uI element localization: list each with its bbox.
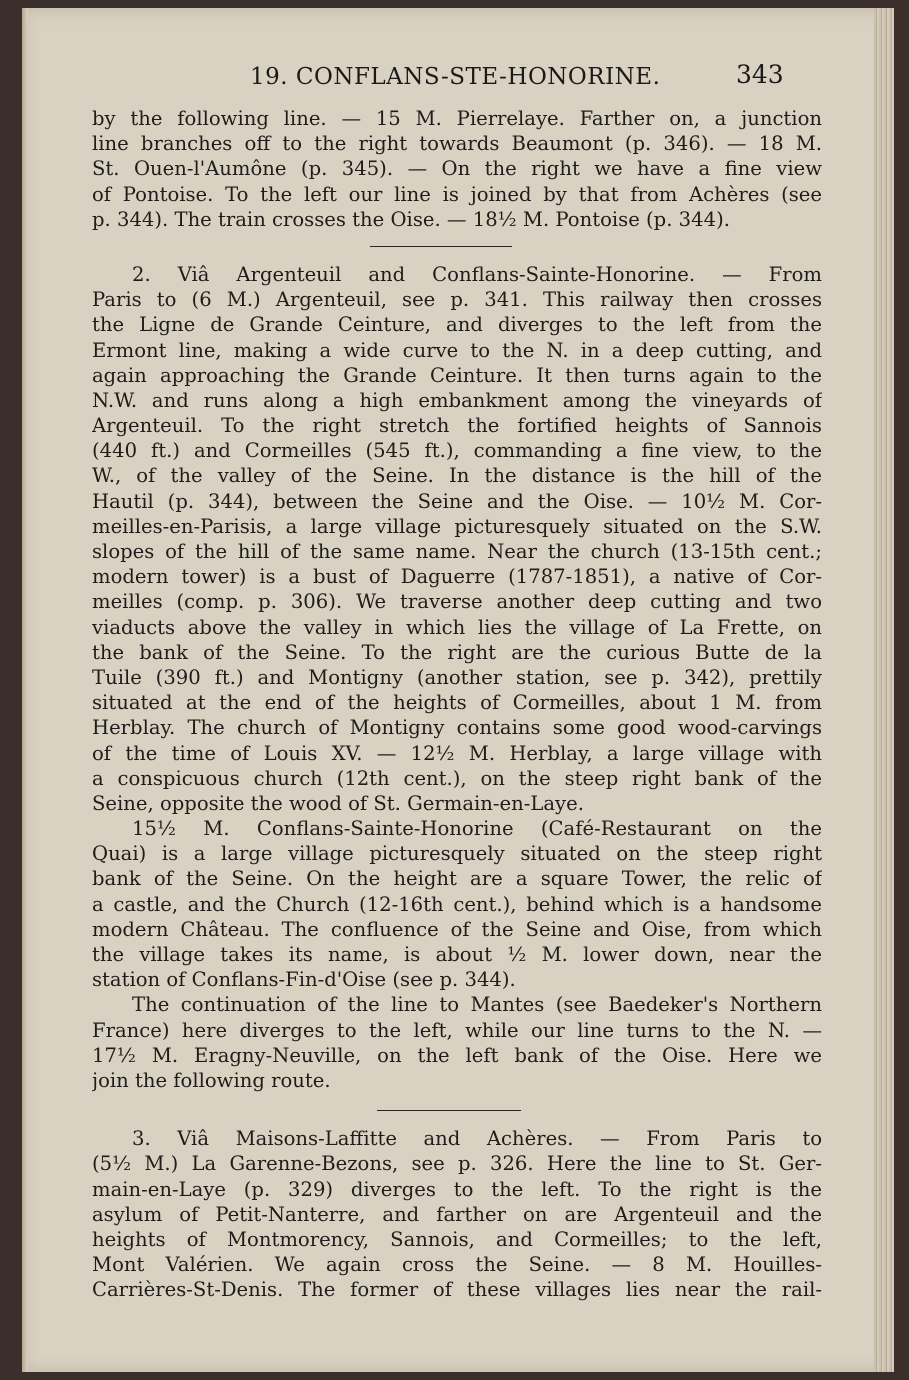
text-line: a castle, and the Church (12-16th cent.), behind which is a handsome	[92, 892, 822, 916]
text-line: Seine, opposite the wood of St. Germain-en-Laye.	[92, 791, 584, 815]
text-line: situated at the end of the heights of Cormeilles, about 1 M. from	[92, 691, 822, 715]
text-line: Ermont line, making a wide curve to the N. in a deep cutting, and	[92, 338, 822, 362]
section-divider	[92, 232, 822, 262]
section-divider	[92, 1093, 822, 1126]
text-line: (5½ M.) La Garenne-Bezons, see p. 326. Here the line to St. Ger-	[92, 1152, 822, 1176]
text-line: 15½ M. Conflans-Sainte-Honorine (Café-Restaurant on the	[132, 817, 822, 841]
page-number: 343	[736, 60, 784, 89]
page-fore-edge	[874, 8, 894, 1372]
text-line: Paris to (6 M.) Argenteuil, see p. 341. This railway then crosses	[92, 288, 822, 312]
text-line: Mont Valérien. We again cross the Seine. — 8 M. Houilles-	[92, 1253, 822, 1277]
text-line: modern tower) is a bust of Daguerre (1787-1851), a native of Cor-	[92, 565, 822, 589]
running-title: 19. CONFLANS-STE-HONORINE.	[250, 64, 661, 90]
text-line: a conspicuous church (12th cent.), on the steep right bank of the	[92, 766, 822, 790]
text-line: meilles (comp. p. 306). We traverse another deep cutting and two	[92, 590, 822, 614]
text-line: N.W. and runs along a high embankment among the vineyards of	[92, 388, 822, 412]
book-page	[22, 8, 894, 1372]
text-line: 17½ M. Eragny-Neuville, on the left bank of the Oise. Here we	[92, 1043, 822, 1067]
text-line: the village takes its name, is about ½ M. lower down, near the	[92, 943, 822, 966]
text-line: meilles-en-Parisis, a large village picturesquely situated on the S.W.	[92, 514, 822, 538]
text-line: Carrières-St-Denis. The former of these villages lies near the rail-	[92, 1278, 822, 1302]
text-line: heights of Montmorency, Sannois, and Cormeilles; to the left,	[92, 1227, 822, 1251]
text-line: the Ligne de Grande Ceinture, and diverges to the left from the	[92, 313, 822, 337]
text-line: viaducts above the valley in which lies the village of La Frette, on	[92, 615, 822, 639]
text-line: asylum of Petit-Nanterre, and farther on are Argenteuil and the	[92, 1202, 822, 1226]
text-line: slopes of the hill of the same name. Near the church (13-15th cent.;	[92, 540, 822, 563]
text-line: station of Conflans-Fin-d'Oise (see p. 344).	[92, 968, 516, 992]
text-line: again approaching the Grande Ceinture. It then turns again to the	[92, 363, 822, 387]
section-heading-line: 2. Viâ Argenteuil and Conflans-Sainte-Honorine. — From	[132, 262, 822, 286]
body-text	[92, 106, 822, 1302]
text-line: bank of the Seine. On the height are a square Tower, the relic of	[92, 867, 822, 891]
text-line: Tuile (390 ft.) and Montigny (another station, see p. 342), prettily	[92, 665, 822, 689]
text-line: W., of the valley of the Seine. In the distance is the hill of the	[92, 464, 822, 488]
text-line: of the time of Louis XV. — 12½ M. Herblay, a large village with	[92, 741, 822, 765]
text-line: modern Château. The confluence of the Seine and Oise, from which	[92, 917, 822, 941]
text-line: join the following route.	[92, 1068, 331, 1092]
text-line: Hautil (p. 344), between the Seine and the Oise. — 10½ M. Cor-	[92, 489, 822, 513]
text-line: main-en-Laye (p. 329) diverges to the left. To the right is the	[92, 1177, 822, 1201]
text-line: by the following line. — 15 M. Pierrelaye. Farther on, a junction	[92, 107, 822, 130]
text-line: Quai) is a large village picturesquely situated on the steep right	[92, 842, 822, 866]
page-gutter-shadow	[22, 8, 28, 1372]
text-line: The continuation of the line to Mantes (see Baedeker's Northern	[132, 993, 822, 1017]
text-line: St. Ouen-l'Aumône (p. 345). — On the right we have a fine view	[92, 157, 822, 181]
text-line: the bank of the Seine. To the right are the curious Butte de la	[92, 640, 822, 664]
text-line: France) here diverges to the left, while our line turns to the N. —	[92, 1018, 822, 1042]
text-line: Argenteuil. To the right stretch the fortified heights of Sannois	[92, 414, 822, 438]
running-header	[22, 58, 894, 98]
text-line: of Pontoise. To the left our line is joined by that from Achères (see	[92, 182, 822, 206]
text-line: line branches off to the right towards Beaumont (p. 346). — 18 M.	[92, 132, 822, 156]
text-line: p. 344). The train crosses the Oise. — 18½ M. Pontoise (p. 344).	[92, 207, 730, 231]
text-line: (440 ft.) and Cormeilles (545 ft.), commanding a fine view, to the	[92, 439, 822, 463]
section-heading-line: 3. Viâ Maisons-Laffitte and Achères. — From Paris to	[132, 1127, 822, 1151]
text-line: Herblay. The church of Montigny contains some good wood-carvings	[92, 716, 822, 740]
